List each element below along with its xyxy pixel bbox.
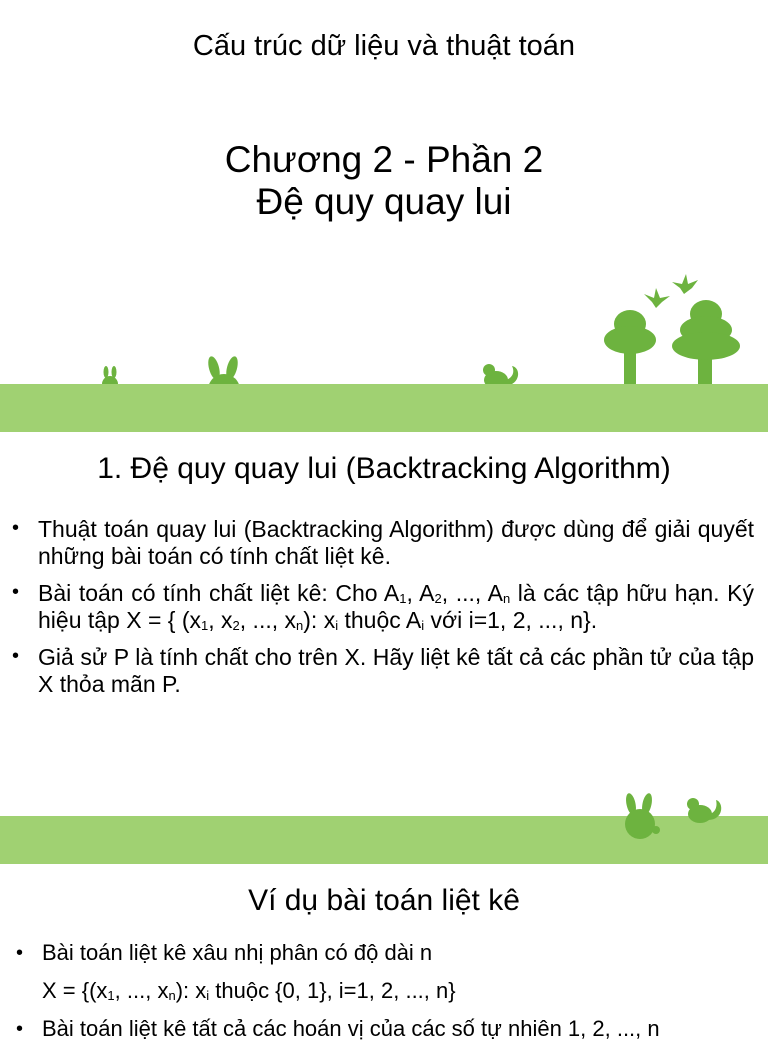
bullet-list xyxy=(12,516,754,708)
bullet-dot: • xyxy=(12,581,20,603)
slide-title: Ví dụ bài toán liệt kê xyxy=(248,884,520,917)
list-item xyxy=(12,516,754,570)
list-item xyxy=(16,934,756,972)
tree-icon xyxy=(668,298,744,386)
set-definition: $X = \{(x_1$, ..., $x_n$): $x_i$ thuộc {0, 1}, i=1, 2, ..., n} xyxy=(42,978,456,1003)
bullet-dot: • xyxy=(12,517,20,539)
bird-icon xyxy=(670,272,700,296)
bullet-text: Bài toán liệt kê xâu nhị phân có độ dài n xyxy=(42,940,433,965)
bullet-text: Bài toán liệt kê tất cả các hoán vị của các số tự nhiên 1, 2, ..., n xyxy=(42,1016,660,1041)
bullet-text: Bài toán có tính chất liệt kê: Cho $A_1$, $A_2$, ..., $A_n$ là các tập hữu hạn. Ký hiệu tập X = { ($x_1$, $x_2$, ..., $x_n$): $x_i$ thuộc $A_i$ với i=1, 2, ..., n}. xyxy=(38,580,755,633)
content-slide-examples xyxy=(0,816,768,1041)
bullet-text: Giả sử P là tính chất cho trên X. Hãy liệt kê tất cả các phần tử của tập X thỏa mãn P. xyxy=(38,644,754,697)
chapter-line-2: Đệ quy quay lui xyxy=(256,181,512,222)
list-item xyxy=(16,1010,756,1048)
bullet-dot: • xyxy=(16,942,24,964)
list-item xyxy=(12,644,754,698)
slide-title: 1. Đệ quy quay lui (Backtracking Algorithm) xyxy=(97,452,671,485)
bullet-dot: • xyxy=(12,645,20,667)
bullet-dot: • xyxy=(16,1018,24,1040)
list-item-continuation xyxy=(16,972,756,1010)
grass-ground xyxy=(0,384,768,432)
tree-icon xyxy=(600,306,660,386)
squirrel-icon xyxy=(684,794,724,826)
content-slide-backtracking xyxy=(0,432,768,816)
title-slide xyxy=(0,0,768,432)
chapter-title xyxy=(0,139,768,223)
rabbit-icon xyxy=(620,792,664,844)
list-item xyxy=(12,580,754,634)
course-title: Cấu trúc dữ liệu và thuật toán xyxy=(192,30,576,62)
chapter-line-1: Chương 2 - Phần 2 xyxy=(224,139,544,180)
bullet-list xyxy=(16,934,756,1048)
bullet-text: Thuật toán quay lui (Backtracking Algorithm) được dùng để giải quyết những bài toán có tính chất liệt kê. xyxy=(38,516,754,569)
